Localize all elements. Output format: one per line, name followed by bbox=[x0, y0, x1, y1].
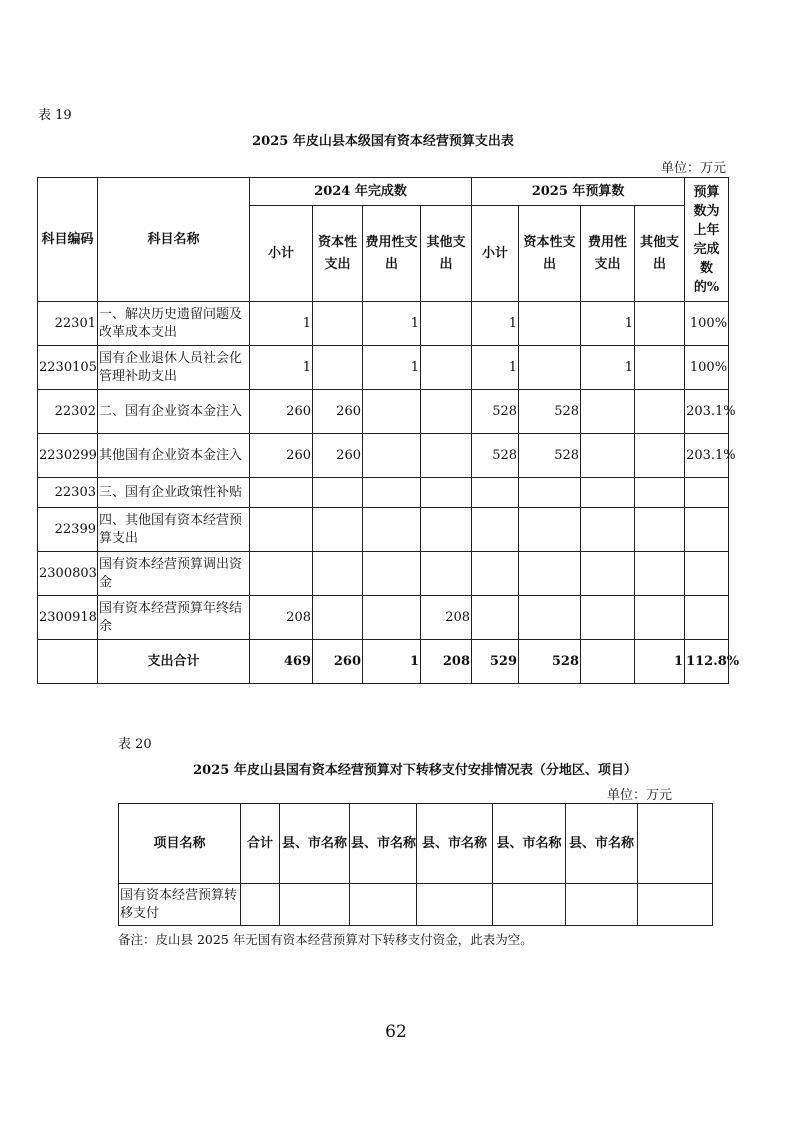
cell-expense-2024 bbox=[363, 596, 421, 640]
cell-expense-2024 bbox=[363, 390, 421, 434]
cell-subtotal-2024 bbox=[250, 478, 313, 508]
cell-code: 22303 bbox=[38, 478, 98, 508]
cell-empty bbox=[241, 884, 280, 926]
total-subtotal-2025: 529 bbox=[472, 640, 519, 684]
total-capital-2024: 260 bbox=[313, 640, 363, 684]
table-row bbox=[38, 390, 729, 434]
cell-ratio: 203.1% bbox=[685, 434, 729, 478]
header-county-1: 县、市名称 bbox=[280, 804, 350, 884]
cell-expense-2024 bbox=[363, 478, 421, 508]
header-county-3: 县、市名称 bbox=[417, 804, 493, 884]
cell-subtotal-2024: 1 bbox=[250, 346, 313, 390]
total-capital-2025: 528 bbox=[519, 640, 581, 684]
cell-expense-2024 bbox=[363, 434, 421, 478]
cell-ratio bbox=[685, 552, 729, 596]
cell-name: 四、其他国有资本经营预算支出 bbox=[98, 508, 250, 552]
header-2024: 2024 年完成数 bbox=[250, 178, 472, 206]
cell-empty bbox=[417, 884, 493, 926]
cell-empty bbox=[350, 884, 417, 926]
cell-code: 22399 bbox=[38, 508, 98, 552]
cell-ratio bbox=[685, 508, 729, 552]
cell-capital-2024 bbox=[313, 508, 363, 552]
cell-capital-2024 bbox=[313, 346, 363, 390]
cell-subtotal-2024: 208 bbox=[250, 596, 313, 640]
cell-capital-2025 bbox=[519, 596, 581, 640]
cell-other-2024 bbox=[421, 508, 472, 552]
header-blank bbox=[638, 804, 713, 884]
cell-other-2025 bbox=[635, 346, 685, 390]
table20-label: 表 20 bbox=[118, 737, 152, 752]
cell-capital-2024: 260 bbox=[313, 434, 363, 478]
cell-subtotal-2025 bbox=[472, 552, 519, 596]
table-row bbox=[38, 346, 729, 390]
cell-subtotal-2025: 1 bbox=[472, 346, 519, 390]
cell-ratio bbox=[685, 478, 729, 508]
total-other-2024: 208 bbox=[421, 640, 472, 684]
table-row bbox=[38, 552, 729, 596]
cell-expense-2024: 1 bbox=[363, 346, 421, 390]
table19-unit: 单位：万元 bbox=[660, 161, 726, 176]
cell-other-2024 bbox=[421, 346, 472, 390]
cell-name: 国有企业退休人员社会化管理补助支出 bbox=[98, 346, 250, 390]
cell-expense-2025 bbox=[581, 434, 635, 478]
header-county-2: 县、市名称 bbox=[350, 804, 417, 884]
table20-title: 2025 年皮山县国有资本经营预算对下转移支付安排情况表（分地区、项目） bbox=[193, 763, 637, 778]
total-label: 支出合计 bbox=[98, 640, 250, 684]
cell-capital-2024 bbox=[313, 478, 363, 508]
cell-other-2024: 208 bbox=[421, 596, 472, 640]
header-ratio: 预算数为上年完成数的% bbox=[685, 178, 729, 302]
table-row bbox=[38, 434, 729, 478]
cell-capital-2024 bbox=[313, 302, 363, 346]
cell-other-2025 bbox=[635, 390, 685, 434]
cell-subtotal-2025 bbox=[472, 596, 519, 640]
cell-subtotal-2024: 260 bbox=[250, 390, 313, 434]
header-expense-2025: 费用性支出 bbox=[581, 206, 635, 302]
cell-capital-2024: 260 bbox=[313, 390, 363, 434]
cell-other-2024 bbox=[421, 434, 472, 478]
table-row bbox=[119, 884, 713, 926]
total-subtotal-2024: 469 bbox=[250, 640, 313, 684]
cell-other-2025 bbox=[635, 478, 685, 508]
cell-empty bbox=[280, 884, 350, 926]
cell-other-2024 bbox=[421, 302, 472, 346]
cell-capital-2025 bbox=[519, 552, 581, 596]
page-number: 62 bbox=[385, 1022, 407, 1042]
cell-subtotal-2024 bbox=[250, 508, 313, 552]
cell-code: 2230299 bbox=[38, 434, 98, 478]
header-county-4: 县、市名称 bbox=[493, 804, 566, 884]
cell-other-2024 bbox=[421, 390, 472, 434]
cell-empty bbox=[493, 884, 566, 926]
header-subtotal-2024: 小计 bbox=[250, 206, 313, 302]
cell-other-2025 bbox=[635, 302, 685, 346]
cell-capital-2025 bbox=[519, 478, 581, 508]
cell-code: 2300803 bbox=[38, 552, 98, 596]
total-row bbox=[38, 640, 729, 684]
cell-code: 2300918 bbox=[38, 596, 98, 640]
total-expense-2025 bbox=[581, 640, 635, 684]
cell-expense-2024 bbox=[363, 508, 421, 552]
cell-expense-2025: 1 bbox=[581, 346, 635, 390]
cell-subtotal-2025: 1 bbox=[472, 302, 519, 346]
total-ratio: 112.8% bbox=[685, 640, 729, 684]
header-expense-2024: 费用性支出 bbox=[363, 206, 421, 302]
header-subtotal-2025: 小计 bbox=[472, 206, 519, 302]
cell-empty bbox=[566, 884, 638, 926]
cell-subtotal-2024: 260 bbox=[250, 434, 313, 478]
cell-expense-2025 bbox=[581, 596, 635, 640]
header-2025: 2025 年预算数 bbox=[472, 178, 685, 206]
cell-empty bbox=[638, 884, 713, 926]
table19 bbox=[37, 177, 740, 684]
cell-expense-2025 bbox=[581, 390, 635, 434]
cell-expense-2025 bbox=[581, 478, 635, 508]
cell-capital-2024 bbox=[313, 552, 363, 596]
cell-subtotal-2025: 528 bbox=[472, 390, 519, 434]
cell-ratio: 203.1% bbox=[685, 390, 729, 434]
header-county-5: 县、市名称 bbox=[566, 804, 638, 884]
table-row bbox=[38, 596, 729, 640]
total-expense-2024: 1 bbox=[363, 640, 421, 684]
cell-project-name: 国有资本经营预算转移支付 bbox=[119, 884, 241, 926]
cell-code: 2230105 bbox=[38, 346, 98, 390]
cell-ratio: 100% bbox=[685, 346, 729, 390]
header-total: 合计 bbox=[241, 804, 280, 884]
cell-other-2024 bbox=[421, 552, 472, 596]
cell-name: 其他国有企业资本金注入 bbox=[98, 434, 250, 478]
cell-code: 22301 bbox=[38, 302, 98, 346]
cell-subtotal-2024 bbox=[250, 552, 313, 596]
header-project: 项目名称 bbox=[119, 804, 241, 884]
cell-name: 二、国有企业资本金注入 bbox=[98, 390, 250, 434]
cell-other-2025 bbox=[635, 508, 685, 552]
cell-other-2024 bbox=[421, 478, 472, 508]
total-code bbox=[38, 640, 98, 684]
cell-capital-2025 bbox=[519, 508, 581, 552]
table19-label: 表 19 bbox=[38, 108, 72, 123]
header-capital-2024: 资本性支出 bbox=[313, 206, 363, 302]
cell-capital-2025 bbox=[519, 346, 581, 390]
table-row bbox=[38, 302, 729, 346]
cell-other-2025 bbox=[635, 552, 685, 596]
cell-name: 国有资本经营预算调出资金 bbox=[98, 552, 250, 596]
cell-capital-2024 bbox=[313, 596, 363, 640]
cell-expense-2024 bbox=[363, 552, 421, 596]
header-code: 科目编码 bbox=[38, 178, 98, 302]
table-row bbox=[38, 508, 729, 552]
cell-expense-2025: 1 bbox=[581, 302, 635, 346]
cell-name: 一、解决历史遗留问题及改革成本支出 bbox=[98, 302, 250, 346]
cell-ratio bbox=[685, 596, 729, 640]
cell-expense-2025 bbox=[581, 508, 635, 552]
cell-subtotal-2025: 528 bbox=[472, 434, 519, 478]
cell-other-2025 bbox=[635, 596, 685, 640]
cell-expense-2025 bbox=[581, 552, 635, 596]
cell-subtotal-2024: 1 bbox=[250, 302, 313, 346]
cell-subtotal-2025 bbox=[472, 478, 519, 508]
cell-code: 22302 bbox=[38, 390, 98, 434]
cell-capital-2025: 528 bbox=[519, 434, 581, 478]
header-other-2024: 其他支出 bbox=[421, 206, 472, 302]
cell-ratio: 100% bbox=[685, 302, 729, 346]
total-other-2025: 1 bbox=[635, 640, 685, 684]
cell-name: 三、国有企业政策性补贴 bbox=[98, 478, 250, 508]
table20 bbox=[118, 803, 713, 926]
cell-other-2025 bbox=[635, 434, 685, 478]
header-other-2025: 其他支出 bbox=[635, 206, 685, 302]
table19-title: 2025 年皮山县本级国有资本经营预算支出表 bbox=[252, 134, 514, 149]
cell-expense-2024: 1 bbox=[363, 302, 421, 346]
header-name: 科目名称 bbox=[98, 178, 250, 302]
table20-unit: 单位：万元 bbox=[606, 788, 672, 803]
cell-name: 国有资本经营预算年终结余 bbox=[98, 596, 250, 640]
cell-capital-2025: 528 bbox=[519, 390, 581, 434]
table20-note: 备注：皮山县 2025 年无国有资本经营预算对下转移支付资金，此表为空。 bbox=[118, 932, 533, 947]
table-row bbox=[38, 478, 729, 508]
cell-capital-2025 bbox=[519, 302, 581, 346]
header-capital-2025: 资本性支出 bbox=[519, 206, 581, 302]
cell-subtotal-2025 bbox=[472, 508, 519, 552]
